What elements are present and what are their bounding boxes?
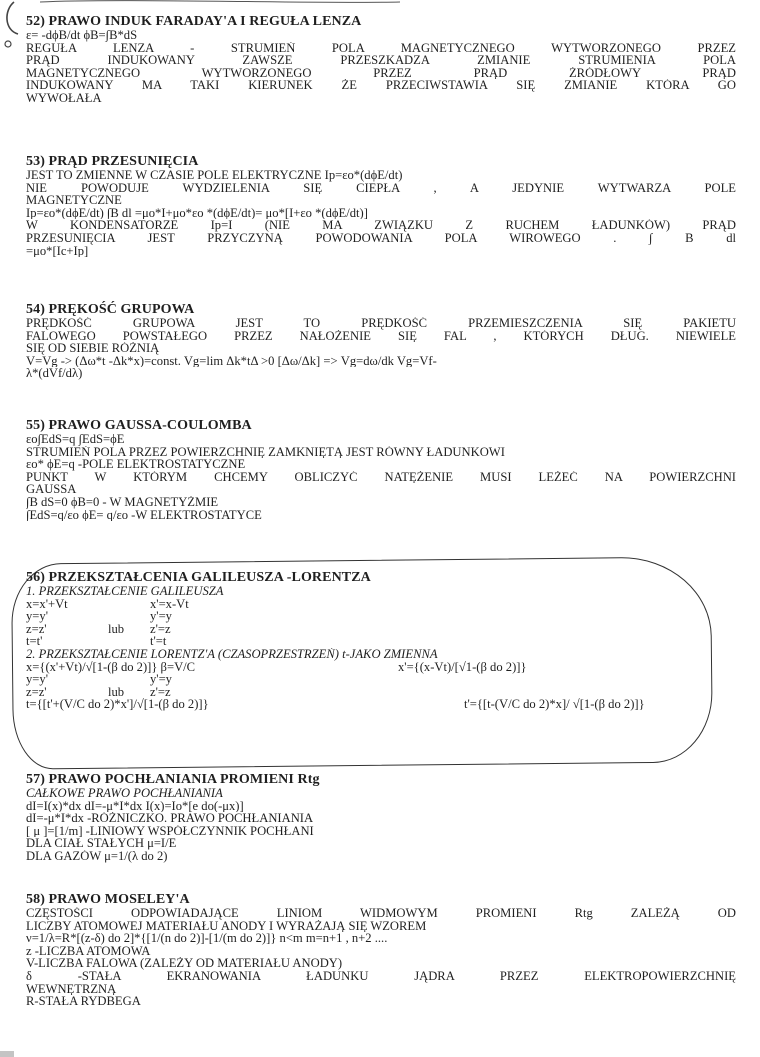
text-line: MAGNETYCZNEGO WYTWORZONEGO PRZEZ PRĄD ŹRÓDŁOWY PRĄD (26, 66, 736, 80)
text-line: δ -STAŁA EKRANOWANIA ŁADUNKU JĄDRA PRZEZ ELEKTROPOWIERZCHNIĘ (26, 969, 736, 983)
formula-line: εo∫EdS=q ∫EdS=ϕE (26, 433, 125, 446)
section-title: 56) PRZEKSZTAŁCENIA GALILEUSZA -LORENTZA (26, 570, 371, 585)
section-title: 53) PRĄD PRZESUNIĘCIA (26, 154, 199, 169)
section-title: 57) PRAWO POCHŁANIANIA PROMIENI Rtg (26, 772, 320, 787)
lorentz-row (26, 661, 736, 674)
section-title: 58) PRAWO MOSELEY'A (26, 892, 190, 907)
subheading: 1. PRZEKSZTAŁCENIE GALILEUSZA (26, 585, 224, 598)
cell: t=t' (26, 634, 43, 649)
cell (108, 610, 150, 623)
text-line: PUNKT W KTÓRYM CHCEMY OBLICZYĆ NATĘŻENIE MUSI LEŻEĆ NA POWIERZCHNI (26, 470, 736, 484)
formula-line: ε= -dϕB/dt ϕB=∫B*dS (26, 29, 138, 42)
text-line: REGUŁA LENZA - STRUMIEŃ POLA MAGNETYCZNEGO WYTWORZONEGO PRZEZ (26, 41, 736, 55)
formula-line: dI=I(x)*dx dI=-μ*I*dx I(x)=Io*[e do(-μx)] (26, 799, 244, 813)
text-line: WEWNĘTRZNĄ (26, 982, 117, 996)
section-56 (26, 570, 736, 711)
text-line: PRZESUNIĘCIA JEST PRZYCZYNĄ POWODOWANIA POLA WIROWEGO . ∫ B dl (26, 231, 736, 245)
cell: y=y' (26, 609, 48, 624)
text-line: INDUKOWANY MA TAKI KIERUNEK ŻE PRZECIWSTAWIA SIĘ ZMIANIE KTÓRA GO (26, 79, 736, 92)
section-57 (26, 772, 736, 863)
galileo-row (26, 610, 736, 623)
text-line: STRUMIEŃ POLA PRZEZ POWIERZCHNIĘ ZAMKNIĘTĄ JEST RÓWNY ŁADUNKOWI (26, 445, 505, 459)
formula-line: ∫B dS=0 ϕB=0 - W MAGNETYŹMIE (26, 495, 219, 509)
section-55 (26, 418, 736, 521)
text-line: MAGNETYCZNE (26, 194, 122, 207)
cell: z=z' (26, 684, 47, 699)
cell: x'=x-Vt (150, 596, 189, 611)
section-title: 54) PRĘKOŚĆ GRUPOWA (26, 302, 195, 317)
cell (108, 673, 150, 686)
text-line: PRĄD INDUKOWANY ZAWSZE PRZESZKADZA ZMIANIE STRUMIENIA POLA (26, 54, 736, 67)
text-line: z -LICZBA ATOMOWA (26, 944, 151, 958)
text-line: NIE POWODUJE WYDZIELENIA SIĘ CIEPŁA , A JEDYNIE WYTWARZA POLE (26, 181, 736, 195)
text-line: DLA GAZÓW μ=1/(λ do 2) (26, 849, 168, 863)
lorentz-row (26, 698, 736, 711)
galileo-row (26, 598, 736, 611)
formula-line: ∫EdS=q/εo ϕE= q/εo -W ELEKTROSTATYCE (26, 508, 262, 522)
text-line: CZĘSTOŚCI ODPOWIADAJĄCE LINIOM WIDMOWYM PROMIENI Rtg ZALEŻĄ OD (26, 907, 736, 920)
scan-artifact (0, 1051, 14, 1057)
cell: y'=y (150, 672, 172, 687)
cell: x'={(x-Vt)/[√1-(β do 2)]} (398, 659, 527, 674)
section-52 (26, 14, 736, 105)
text-line: DLA CIAŁ STAŁYCH μ=I/E (26, 837, 177, 850)
section-54 (26, 302, 736, 380)
cell: t'={[t-(V/C do 2)*x]/ √[1-(β do 2)]} (464, 697, 645, 712)
text-line: LICZBY ATOMOWEJ MATERIAŁU ANODY I WYRAŻAJĄ SIĘ WZOREM (26, 919, 427, 933)
text-line: V-LICZBA FALOWA (ZALEŻY OD MATERIAŁU ANODY) (26, 957, 343, 970)
cell: y=y' (26, 672, 48, 687)
cell: lub (108, 621, 125, 636)
text-line: WYWOŁAŁA (26, 91, 102, 105)
text-line: GAUSSA (26, 483, 77, 496)
lorentz-row (26, 673, 736, 686)
formula-line: V=Vg -> (Δω*t -Δk*x)=const. Vg=lim Δk*tΔ >0 [Δω/Δk] => Vg=dω/dk Vg=Vf- (26, 354, 437, 368)
text-line: R-STAŁA RYDBEGA (26, 995, 141, 1008)
section-title: 55) PRAWO GAUSSA-COULOMBA (26, 418, 252, 433)
formula-line: =μo*[Ic+Ip] (26, 244, 89, 258)
cell: x={(x'+Vt)/√[1-(β do 2)]} β=V/C (26, 659, 196, 674)
text-line: PRĘDKOŚĆ GRUPOWA JEST TO PRĘDKOŚĆ PRZEMIESZCZENIA SIĘ PAKIETU (26, 317, 736, 330)
galileo-row (26, 635, 736, 648)
cell: y'=y (150, 609, 172, 624)
section-58 (26, 892, 736, 1008)
galileo-row (26, 623, 736, 636)
formula-line: ν=1/λ=R*[(z-δ) do 2]*{[1/(n do 2)]-[1/(m do 2)]} n<m m=n+1 , n+2 .... (26, 932, 388, 945)
subheading: 2. PRZEKSZTAŁCENIE LORENTZ'A (CZASOPRZESTRZEŃ) t-JAKO ZMIENNA (26, 647, 438, 661)
cell: lub (108, 684, 125, 699)
text-line: dI=-μ*I*dx -RÓŻNICZKO. PRAWO POCHŁANIANIA (26, 812, 314, 825)
text-line: εo* ϕE=q -POLE ELEKTROSTATYCZNE (26, 458, 246, 471)
text-line: W KONDENSATORZE Ip=I (NIE MA ZWIĄZKU Z RUCHEM ŁADUNKÓW) PRĄD (26, 219, 736, 232)
text-line: SIĘ OD SIEBIE RÓŻNIĄ (26, 342, 160, 355)
formula-line: Ip=εo*(dϕE/dt) ∫B dl =μo*I+μo*εo *(dϕE/dt)= μo*[I+εo *(dϕE/dt)] (26, 206, 368, 220)
cell: x=x'+Vt (26, 596, 68, 611)
cell (108, 598, 150, 611)
cell: z'=z (150, 684, 171, 699)
cell (108, 635, 150, 648)
formula-line: λ*(dVf/dλ) (26, 367, 83, 380)
section-53 (26, 154, 736, 257)
cell: z'=z (150, 621, 171, 636)
cell: z=z' (26, 621, 47, 636)
text-line: JEST TO ZMIENNE W CZASIE POLE ELEKTRYCZNE Ip=εo*(dϕE/dt) (26, 169, 403, 182)
cell: t={[t'+(V/C do 2)*x']/√[1-(β do 2)]} (26, 697, 209, 712)
text-line: [ μ ]=[1/m] -LINIOWY WSPÓŁCZYNNIK POCHŁANI (26, 824, 314, 838)
cell: t'=t (150, 634, 167, 649)
text-line: FALOWEGO POWSTAŁEGO PRZEZ NAŁOŻENIE SIĘ FAL , KTÓRYCH DŁUG. NIEWIELE (26, 329, 736, 343)
subheading: CAŁKOWE PRAWO POCHŁANIANIA (26, 787, 223, 800)
section-title: 52) PRAWO INDUK FARADAY'A I REGUŁA LENZA (26, 14, 362, 29)
